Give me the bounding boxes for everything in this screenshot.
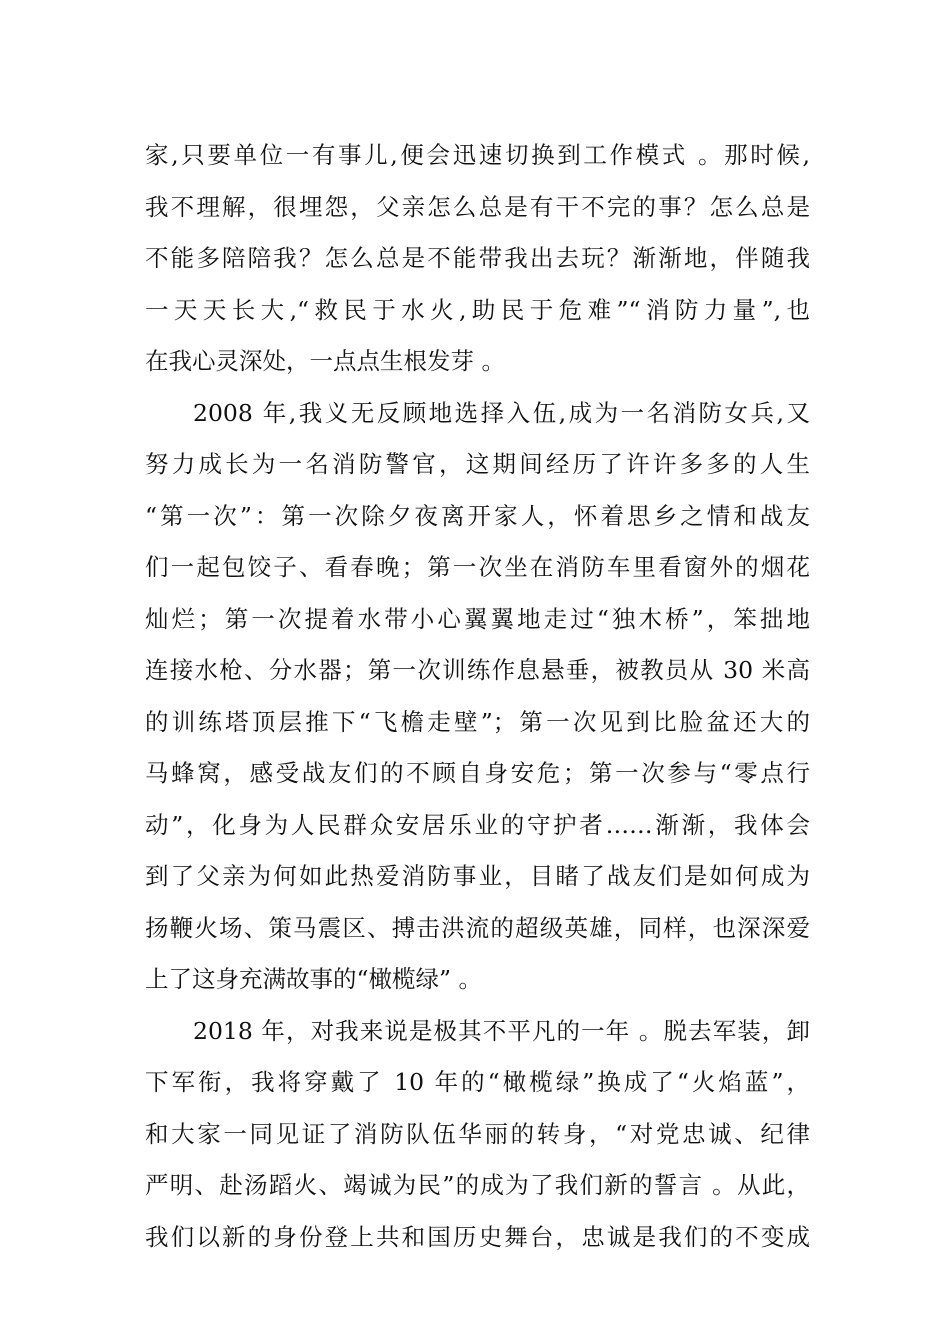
- text-line: 在我心灵深处，一点点生根发芽 。: [145, 347, 505, 375]
- text-line: 动”，化身为人民群众安居乐业的守护者……渐渐，我体会: [145, 810, 810, 839]
- text-line: 努力成长为一名消防警官，这期间经历了许许多多的人生: [145, 450, 810, 478]
- text-line: “第一次”：第一次除夕夜离开家人，怀着思乡之情和战友: [145, 501, 810, 530]
- text-line: 2018 年，对我来说是极其不平凡的一年 。脱去军装，卸: [193, 1016, 810, 1045]
- text-line: 一天天长大,“救民于水火,助民于危难”“消防力量”,也: [145, 295, 810, 324]
- text-line: 我们以新的身份登上共和国历史舞台，忠诚是我们的不变成: [145, 1222, 810, 1251]
- text-line: 我不理解，很埋怨，父亲怎么总是有干不完的事？怎么总是: [145, 192, 810, 221]
- text-line: 下军衔，我将穿戴了 10 年的“橄榄绿”换成了“火焰蓝”，: [145, 1068, 810, 1096]
- text-line: 不能多陪陪我？怎么总是不能带我出去玩？渐渐地，伴随我: [145, 244, 810, 272]
- text-line: 2008 年,我义无反顾地选择入伍,成为一名消防女兵,又: [193, 398, 810, 427]
- text-line: 严明、赴汤蹈火、竭诚为民”的成为了我们新的誓言 。从此，: [145, 1171, 810, 1199]
- text-line: 的训练塔顶层推下“飞檐走壁”；第一次见到比脸盆还大的: [145, 707, 810, 736]
- text-line: 马蜂窝，感受战友们的不顾自身安危；第一次参与“零点行: [145, 759, 810, 787]
- text-line: 上了这身充满故事的“橄榄绿” 。: [145, 965, 482, 993]
- body-text: [145, 130, 810, 1263]
- text-line: 灿烂；第一次提着水带小心翼翼地走过“独木桥”，笨拙地: [145, 604, 810, 633]
- text-line: 扬鞭火场、策马震区、搏击洪流的超级英雄，同样，也深深爱: [145, 913, 810, 942]
- text-line: 和大家一同见证了消防队伍华丽的转身，“对党忠诚、纪律: [145, 1119, 810, 1148]
- text-line: 们一起包饺子、看春晚；第一次坐在消防车里看窗外的烟花: [145, 553, 810, 581]
- text-line: 家,只要单位一有事儿,便会迅速切换到工作模式 。那时候,: [145, 141, 810, 169]
- text-line: 连接水枪、分水器；第一次训练作息悬垂，被教员从 30 米高: [145, 656, 810, 684]
- text-line: 到了父亲为何如此热爱消防事业，目睹了战友们是如何成为: [145, 862, 810, 890]
